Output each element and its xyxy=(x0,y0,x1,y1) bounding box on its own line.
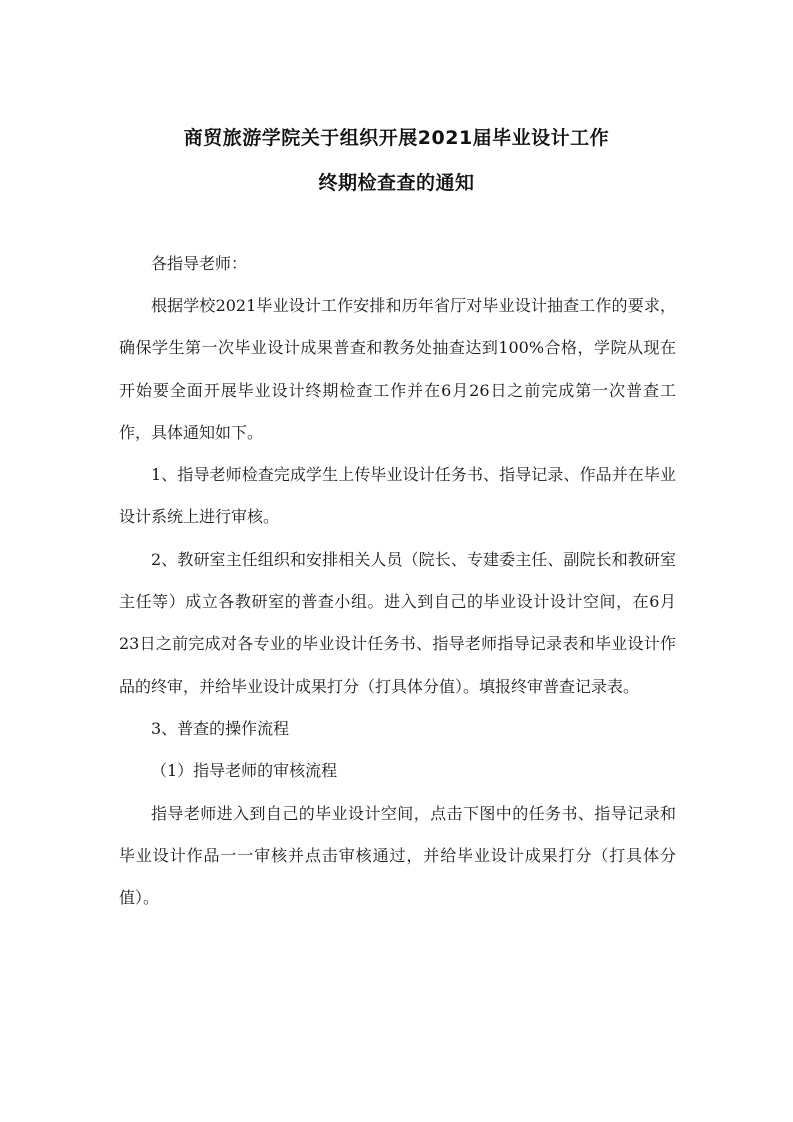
paragraph-item-1: 1、指导老师检查完成学生上传毕业设计任务书、指导记录、作品并在毕业设计系统上进行审核。 xyxy=(119,465,676,527)
paragraph-item-2: 2、教研室主任组织和安排相关人员（院长、专建委主任、副院长和教研室主任等）成立各教研室的普查小组。进入到自己的毕业设计设计空间，在6月23日之前完成对各专业的毕业设计任务书、指导老师指导记录表和毕业设计作品的终审，并给毕业设计成果打分（打具体分值）。填报终审普查记录表。 xyxy=(119,549,676,696)
document-title-line-2: 终期检查查的通知 xyxy=(318,172,475,194)
paragraph-item-3-heading: 3、普查的操作流程 xyxy=(151,718,290,738)
paragraph-subheading-1: （1）指导老师的审核流程 xyxy=(151,761,338,781)
salutation-block xyxy=(119,243,676,285)
paragraph-intro: 根据学校2021毕业设计工作安排和历年省厅对毕业设计抽查工作的要求，确保学生第一次毕业设计成果普查和教务处抽查达到100%合格，学院从现在开始要全面开展毕业设计终期检查工作并在6月26日之前完成第一次普查工作，具体通知如下。 xyxy=(119,296,676,442)
paragraph-review-process: 指导老师进入到自己的毕业设计空间，点击下图中的任务书、指导记录和毕业设计作品一一审核并点击审核通过，并给毕业设计成果打分（打具体分值）。 xyxy=(119,803,676,908)
document-body xyxy=(119,285,676,919)
salutation: 各指导老师： xyxy=(151,254,248,273)
document-title-line-1: 商贸旅游学院关于组织开展2021届毕业设计工作 xyxy=(183,127,610,149)
